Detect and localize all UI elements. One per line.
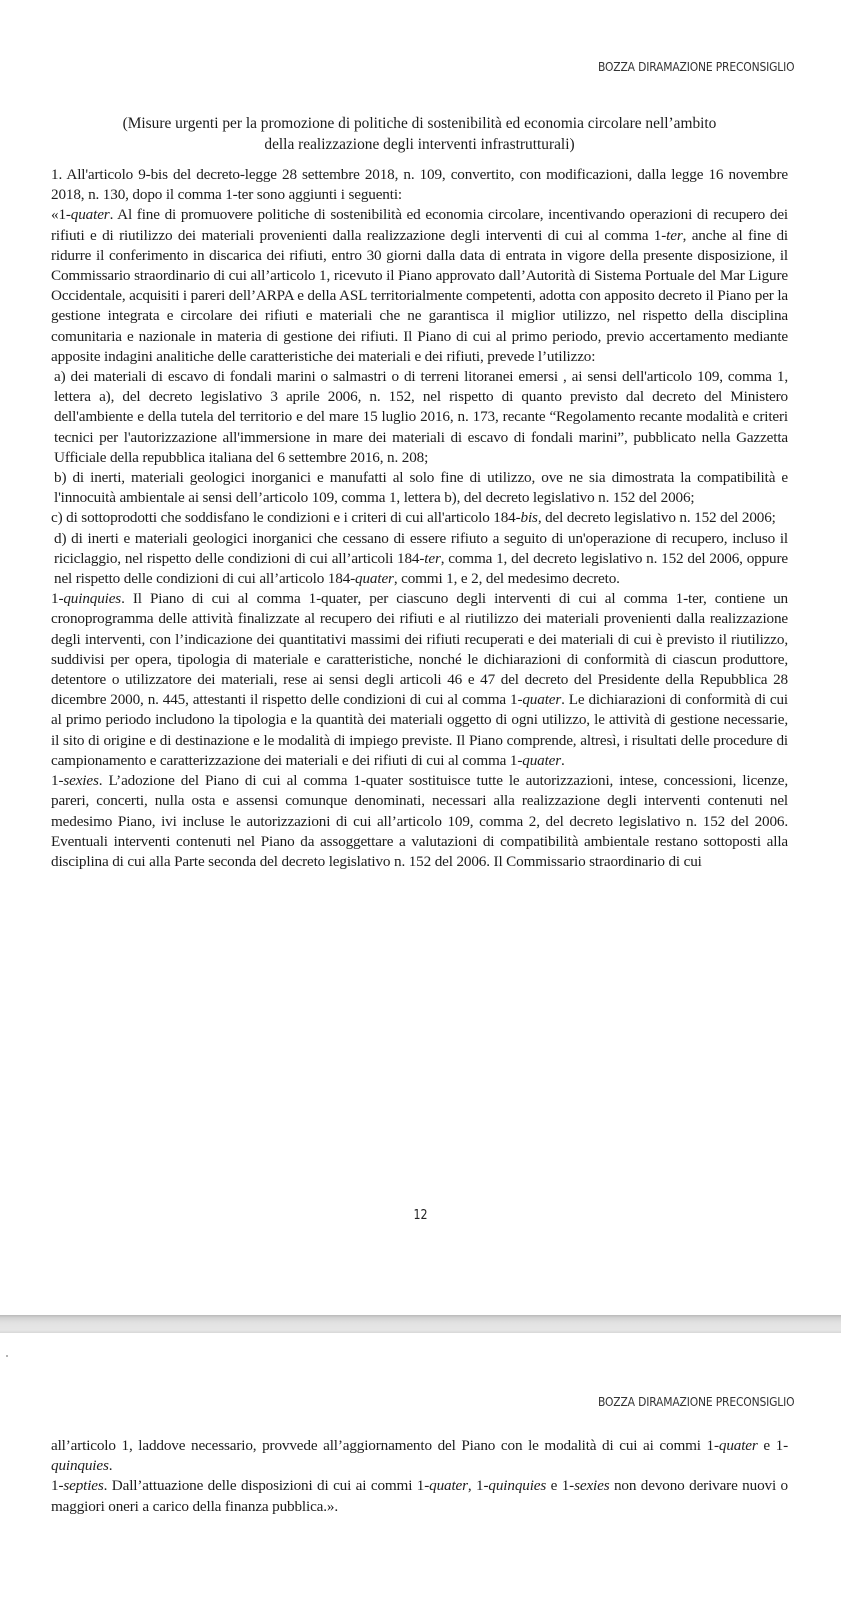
item-text: , commi 1, e 2, del medesimo decreto. — [393, 570, 620, 588]
paragraph-1-sexies — [51, 771, 788, 872]
comma-text: all’articolo 1, laddove necessario, provvede all’aggiornamento del Piano con le modalità di cui ai commi 1- — [51, 1437, 719, 1454]
comma-prefix: 1- — [51, 772, 64, 790]
page-header: BOZZA DIRAMAZIONE PRECONSIGLIO — [597, 1394, 794, 1409]
comma-label: sexies — [63, 772, 99, 790]
comma-ref: quater — [522, 691, 562, 709]
title-line-2: della realizzazione degli interventi infrastrutturali) — [264, 135, 575, 153]
comma-prefix: «1- — [51, 206, 71, 224]
comma-text: , anche al fine di ridurre il conferimento in discarica dei rifiuti, entro 30 giorni dalla data di entrata in vigore della presente disposizione, il Commissario straordinario di cui all’articolo 1, ricevuto il Piano approvato dall’Autorità di Sistema Portuale del Mar Ligure Occidentale, acquisiti i pareri dell’ARPA e della ASL territorialmente competenti, adotta con apposito decreto il Piano per la gestione integrata e circolare dei rifiuti e materiali che ne garantisca il miglior utilizzo, nel rispetto della disciplina comunitaria e nazionale in materia di gestione dei rifiuti. Il Piano di cui al primo periodo, previo accertamento mediante apposite indagini analitiche delle caratteristiche dei materiali e dei rifiuti, prevede l’utilizzo: — [51, 226, 789, 365]
title-line-1: (Misure urgenti per la promozione di politiche di sostenibilità ed economia circolare nell’ambito — [122, 115, 717, 132]
comma-text: . Dall’attuazione delle disposizioni di cui ai commi 1- — [103, 1477, 430, 1495]
comma-text: non devono derivare nuovi o maggiori oneri a carico della finanza pubblica.». — [51, 1477, 788, 1515]
comma-prefix: 1- — [51, 1477, 64, 1495]
comma-ref: quinquies — [51, 1457, 109, 1475]
page-header: BOZZA DIRAMAZIONE PRECONSIGLIO — [597, 59, 794, 74]
item-text: , comma 1, del decreto legislativo n. 152 del 2006, oppure nel rispetto delle condizioni di cui all’articolo 184- — [54, 549, 788, 588]
item-ref: quater — [355, 570, 394, 588]
list-item-b: b) di inerti, materiali geologici inorganici e manufatti al solo fine di utilizzo, ove ne sia dimostrata la compatibilità e l'innocuità ambientale ai sensi dell’articolo 109, comma 1, lettera b), del decreto legislativo n. 152 del 2006; — [54, 469, 788, 507]
comma-label: septies — [63, 1477, 104, 1495]
comma-text: . Il Piano di cui al comma 1-quater, per ciascuno degli interventi di cui al comma 1-ter, contiene un cronoprogramma delle attività finalizzate al recupero dei rifiuti e al riutilizzo dei materiali provenienti dalla realizzazione degli interventi, con l’indicazione dei quantitativi massimi dei rifiuti recuperati e dei materiali di cui è previsto il riutilizzo, suddivisi per opera, tipologia di materiale e caratteristiche, nonché le dichiarazioni di conformità di ciascun produttore, detentore o utilizzatore dei materiali, rese ai sensi degli articoli 46 e 47 del decreto del Presidente della Repubblica 28 dicembre 2000, n. 445, attestanti il rispetto delle condizioni di cui al comma 1- — [51, 590, 788, 709]
comma-text: e 1- — [546, 1477, 575, 1495]
comma-text: . — [108, 1457, 113, 1475]
paragraph-1-quinquies — [51, 589, 788, 771]
comma-label: quater — [70, 206, 110, 224]
item-text: d) di inerti e materiali geologici inorganici che cessano di essere rifiuto a seguito di un'operazione di recupero, incluso il riciclaggio, nel rispetto delle condizioni di cui all’articoli 184- — [54, 529, 788, 567]
list-item-d — [51, 529, 788, 590]
comma-ref: sexies — [574, 1477, 610, 1495]
item-ref: bis — [520, 509, 538, 527]
comma-text: . Al fine di promuovere politiche di sostenibilità ed economia circolare, incentivando operazioni di recupero dei rifiuti e di riutilizzo dei materiali provenienti dalla realizzazione degli interventi di cui al comma 1- — [51, 206, 788, 244]
paragraph-1-quater — [51, 205, 788, 367]
paragraph-intro: 1. All'articolo 9-bis del decreto-legge 28 settembre 2018, n. 109, convertito, con modificazioni, dalla legge 16 novembre 2018, n. 130, dopo il comma 1-ter sono aggiunti i seguenti: — [51, 166, 788, 204]
article-body-continued — [51, 1436, 788, 1517]
item-text: , del decreto legislativo n. 152 del 2006; — [537, 509, 776, 527]
paragraph-continuation — [51, 1436, 788, 1476]
comma-text: e 1- — [757, 1437, 788, 1454]
document-page-13 — [0, 1333, 841, 1600]
comma-text: . L’adozione del Piano di cui al comma 1-quater sostituisce tutte le autorizzazioni, intese, concessioni, licenze, pareri, concerti, nulla osta e assensi comunque denominati, necessari alla realizzazione degli interventi contenuti nel medesimo Piano, ivi incluse le autorizzazioni di cui all’articolo 109, comma 2, del decreto legislativo n. 152 del 2006. Eventuali interventi contenuti nel Piano da assoggettare a valutazioni di compatibilità ambientale restano sottoposti alla disciplina di cui alla Parte seconda del decreto legislativo n. 152 del 2006. Il Commissario straordinario di cui — [51, 772, 788, 870]
comma-ref: quater — [718, 1437, 758, 1454]
comma-text: . Le dichiarazioni di conformità di cui al primo periodo includono la tipologia e la quantità dei materiali oggetto di ogni utilizzo, le attività di gestione necessarie, il sito di origine e di destinazione e le modalità di impiego previste. Il Piano comprende, altresì, i risultati delle procedure di campionamento e caratterizzazione dei materiali e dei rifiuti di cui al comma 1- — [51, 691, 788, 769]
comma-text: , 1- — [467, 1477, 489, 1495]
scan-artifact — [6, 1355, 8, 1357]
comma-ref: quater — [522, 751, 562, 769]
item-ref: ter — [424, 549, 441, 567]
section-title — [51, 114, 788, 155]
paragraph-1-septies — [51, 1476, 788, 1516]
comma-ref: quater — [429, 1477, 468, 1495]
list-item-a: a) dei materiali di escavo di fondali marini o salmastri o di terreni litoranei emersi , ai sensi dell'articolo 109, comma 1, lettera a), del decreto legislativo 3 aprile 2006, n. 152, nel rispetto di quanto previsto dal decreto del Ministero dell'ambiente e della tutela del territorio e del mare 15 luglio 2016, n. 173, recante “Regolamento recante modalità e criteri tecnici per l'autorizzazione all'immersione in mare dei materiali di escavo di fondali marini”, pubblicato nella Gazzetta Ufficiale della repubblica italiana del 6 settembre 2016, n. 208; — [54, 368, 788, 466]
article-body — [51, 165, 788, 872]
page-separator — [0, 1315, 841, 1333]
list-item-c — [51, 508, 788, 528]
page-number: 12 — [413, 1208, 428, 1223]
comma-label: quinquies — [63, 590, 122, 608]
item-text: c) di sottoprodotti che soddisfano le condizioni e i criteri di cui all'articolo 184- — [51, 509, 521, 527]
comma-prefix: 1- — [51, 590, 64, 608]
comma-text: . — [561, 751, 565, 769]
comma-ref: quinquies — [488, 1477, 547, 1495]
comma-ref: ter — [666, 226, 683, 244]
